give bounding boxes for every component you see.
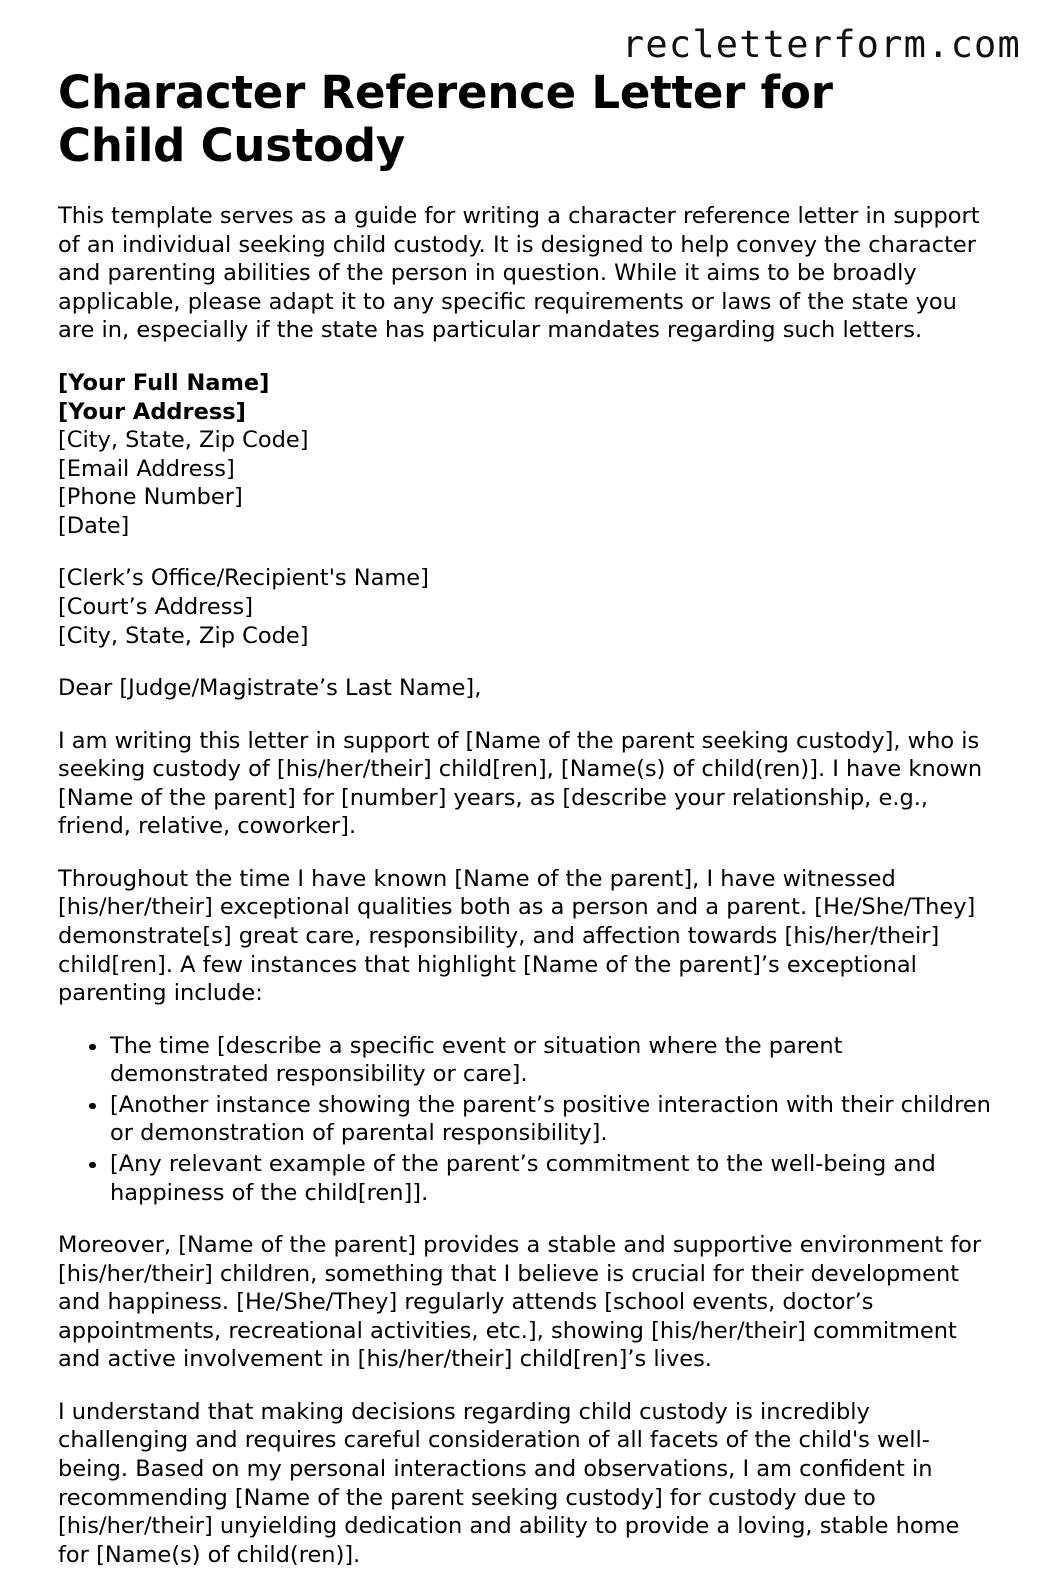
intro-paragraph: This template serves as a guide for writing a character reference letter in support of an individual seeking child custody. It is designed to help convey the character and parenting abilities of the person in question. While it aims to be broadly applicable, please adapt it to any specific requirements or laws of the state you are in, especially if the state has particular mandates regarding such letters.	[58, 203, 980, 344]
sender-phone: [Phone Number]	[58, 484, 243, 511]
document-content	[58, 66, 994, 1593]
list-item: [Another instance showing the parent’s positive interaction with their children or demonstration of parental responsibility].	[110, 1091, 994, 1148]
sender-email: [Email Address]	[58, 455, 235, 482]
recipient-address: [Court’s Address]	[58, 593, 253, 620]
recipient-city-state: [City, State, Zip Code]	[58, 622, 309, 649]
examples-bullet-list	[58, 1032, 994, 1207]
body-paragraph-1: I am writing this letter in support of [Name of the parent seeking custody], who is seeking custody of [his/her/their] child[ren], [Name(s) of child(ren)]. I have known [Name of the parent] for [number] years, as [describe your relationship, e.g., friend, relative, coworker].	[58, 727, 983, 840]
recipient-name: [Clerk’s Office/Recipient's Name]	[58, 565, 429, 592]
page-title: Character Reference Letter for Child Custody	[58, 66, 833, 173]
sender-full-name: [Your Full Name]	[58, 370, 270, 396]
body-paragraph-2: Throughout the time I have known [Name of the parent], I have witnessed [his/her/their] exceptional qualities both as a person and a parent. [He/She/They] demonstrate[s] great care, responsibility, and affection towards [his/her/their] child[ren]. A few instances that highlight [Name of the parent]’s exceptional parenting include:	[58, 865, 976, 1007]
sender-address-block	[58, 369, 994, 540]
site-brand-row	[0, 23, 1045, 66]
list-item: The time [describe a specific event or situation where the parent demonstrated responsibility or care].	[110, 1032, 994, 1089]
body-paragraph-4: I understand that making decisions regarding child custody is incredibly challenging and requires careful consideration of all facets of the child's well-being. Based on my personal interactions and observations, I am confident in recommending [Name of the parent seeking custody] for custody due to [his/her/their] unyielding dedication and ability to provide a loving, stable home for [Name(s) of child(ren)].	[58, 1398, 960, 1568]
sender-city-state: [City, State, Zip Code]	[58, 427, 309, 454]
recipient-address-block	[58, 564, 994, 650]
site-brand-watermark: recletterform.com	[621, 23, 1021, 66]
sender-date: [Date]	[58, 512, 130, 539]
body-paragraph-3: Moreover, [Name of the parent] provides a stable and supportive environment for [his/her/their] children, something that I believe is crucial for their development and happiness. [He/She/They] regularly attends [school events, doctor’s appointments, recreational activities, etc.], showing [his/her/their] commitment and active involvement in [his/her/their] child[ren]’s lives.	[58, 1232, 982, 1373]
list-item: [Any relevant example of the parent’s commitment to the well-being and happiness of the child[ren]].	[110, 1150, 994, 1207]
sender-address: [Your Address]	[58, 398, 246, 425]
salutation: Dear [Judge/Magistrate’s Last Name],	[58, 675, 482, 702]
